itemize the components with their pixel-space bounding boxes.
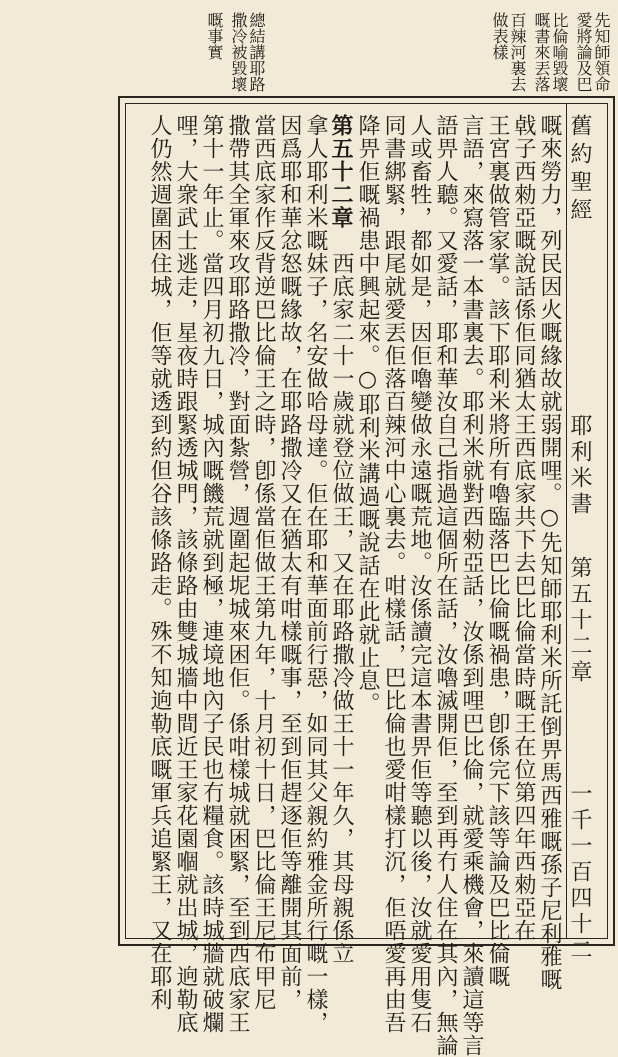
text-column: 人仍然週圍困住城，佢等就透到約但谷該條路走。殊不知逈勒底嘅軍兵追緊王，又在耶利 xyxy=(147,114,172,1011)
headnote-line: 愛將論及巴 xyxy=(574,12,593,92)
text-column: 王宮裏做管家掌。該下耶利米將所有嚕臨落巴比倫嘅禍患，卽係完下該等論及巴比倫嘅 xyxy=(485,114,510,988)
header-divider xyxy=(566,104,567,938)
text-column: 㦸子西勑亞嘅說話係佢同猶太王西底家共下去巴比倫當時嘅王在位第四年西勑亞在 xyxy=(511,114,536,942)
headnote-5 xyxy=(205,12,223,60)
text-column: 嘅來勞力，列民因火嘅緣故就弱開哩。○先知師耶利米所託倒畀馬西雅嘅孫子尼利雅嘅 xyxy=(537,114,562,991)
text-column: 撒帶其全軍來攻耶路撒冷，對面紮營，週圍起坭城來困佢。係咁樣城就困緊，至到西底家王 xyxy=(225,114,250,1034)
headnote-1 xyxy=(574,12,610,92)
headnote-line: 先知師領命 xyxy=(592,12,611,92)
text-frame xyxy=(118,96,615,1057)
text-column: 同書綁緊，跟尾就愛丟佢落百辣河中心裏去。咁樣話，巴比倫也愛咁樣打沉，佢唔愛再由吾 xyxy=(381,114,406,1034)
headnote-line: 比倫喻毀壞 xyxy=(550,12,569,92)
headnote-3 xyxy=(490,12,526,92)
book-name: 耶利米書 xyxy=(567,414,592,518)
headnote-line: 做表樣 xyxy=(490,12,509,60)
headnote-line: 總結講耶路 xyxy=(247,12,266,92)
text-column: 西底家二十一歲就登位做王，又在耶路撒冷做王十一年久，其母親係立 xyxy=(329,229,354,965)
headnote-line: 百辣河裏去 xyxy=(508,12,527,92)
text-column: 當西底家作反背逆巴比倫王之時，卽係當佢做王第九年，十月初十日，巴比倫王尼布甲尼 xyxy=(251,114,276,1011)
text-column: 哩，大衆武士逃走，星夜時跟緊透城門，該條路由雙城牆中間近王家花園嗰就出城，逈勒底 xyxy=(173,114,198,1034)
chapter-label: 第五十二章 xyxy=(567,556,592,686)
headnote-line: 嘅書來丟落 xyxy=(532,12,551,92)
page-number: 一千一百四十二 xyxy=(567,782,592,964)
text-column: 因爲耶和華忿怒嘅緣故，在耶路撒冷又在猶太有咁樣嘅事，至到佢趕逐佢等離開其面前， xyxy=(277,114,302,1011)
headnote-line: 撒冷被毀壞 xyxy=(229,12,248,92)
text-column: 言語，來寫落一本書裏去。耶利米就對西勑亞話，汝係到哩巴比倫，就愛乘機會，來讀這等言 xyxy=(459,114,484,1057)
book-title: 舊約聖經 xyxy=(567,114,592,226)
chapter-heading-column xyxy=(329,114,353,965)
headnote-line: 嘅事實 xyxy=(205,12,224,60)
text-column: 語畀人聽。又愛話，耶和華汝自己指過這個所在話，汝嚕滅開佢，至到再冇人住在其內，無論 xyxy=(433,114,458,1057)
text-frame-inner xyxy=(125,103,608,1057)
text-column: 降畀佢嘅禍患中興起來。○耶利米講過嘅說話在此就止息。 xyxy=(355,114,380,715)
text-column: 拿人耶利米嘅妹子，名安做哈母達。佢在耶和華面前行惡，如同其父親約雅金所行嘅一樣， xyxy=(303,114,328,1034)
headnote-2 xyxy=(532,12,568,92)
chapter-heading: 第五十二章 xyxy=(328,114,354,229)
headnote-4 xyxy=(229,12,265,92)
text-column: 第十一年止。當四月初九日，城內嘅饑荒就到極，連境地內子民也冇糧食。該時城牆就破爛 xyxy=(199,114,224,1034)
text-column: 人或畜牲，都如是，因佢嚕變做永遠嘅荒地。汝係讀完這本書畀佢等聽以後，汝就愛用隻石 xyxy=(407,114,432,1034)
